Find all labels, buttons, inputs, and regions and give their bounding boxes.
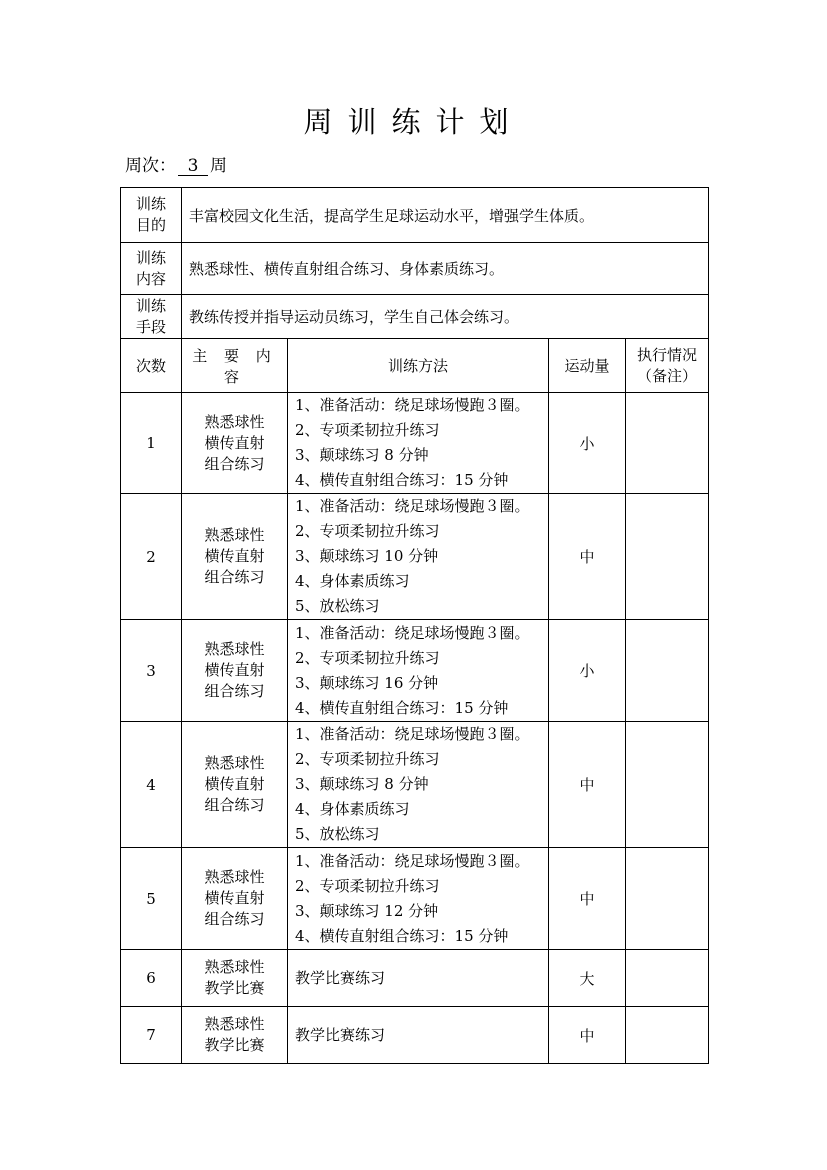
info-value-goal: 丰富校园文化生活，提高学生足球运动水平，增强学生体质。 — [182, 188, 709, 243]
session-content — [182, 494, 288, 620]
header-notes — [626, 339, 709, 393]
method-item: 3、颠球练习 8 分钟 — [295, 446, 429, 464]
session-content-line: 熟悉球性 — [204, 412, 265, 431]
session-notes — [626, 494, 709, 620]
goal-label-line2: 目的 — [135, 216, 166, 234]
session-methods — [288, 393, 549, 494]
session-index: 5 — [121, 848, 182, 950]
session-row — [121, 722, 709, 848]
method-item: 4、横传直射组合练习：15 分钟 — [295, 471, 509, 489]
method-item: 2、专项柔韧拉升练习 — [295, 876, 440, 895]
method-item: 教学比赛练习 — [295, 968, 386, 987]
header-load: 运动量 — [549, 339, 626, 393]
session-index: 6 — [121, 950, 182, 1007]
week-unit: 周 — [210, 156, 227, 176]
method-item: 1、准备活动：绕足球场慢跑３圈。 — [295, 623, 530, 642]
session-content-line: 教学比赛 — [204, 979, 265, 997]
session-notes — [626, 393, 709, 494]
method-item: 5、放松练习 — [295, 825, 380, 843]
method-item: 1、准备活动：绕足球场慢跑３圈。 — [295, 851, 530, 870]
session-content-line: 熟悉球性 — [204, 868, 265, 886]
training-plan-table — [120, 187, 709, 1064]
session-methods — [288, 494, 549, 620]
means-label-line2: 手段 — [135, 317, 166, 336]
session-notes — [626, 722, 709, 848]
session-content — [182, 620, 288, 722]
method-item: 4、横传直射组合练习：15 分钟 — [295, 926, 509, 945]
session-load: 小 — [549, 620, 626, 722]
info-row-content — [121, 243, 709, 295]
session-content — [182, 393, 288, 494]
method-item: 1、准备活动：绕足球场慢跑３圈。 — [295, 396, 530, 414]
session-methods — [288, 1007, 549, 1064]
session-index: 4 — [121, 722, 182, 848]
session-load: 小 — [549, 393, 626, 494]
info-label-content — [121, 243, 182, 295]
header-content: 主 要 内 容 — [182, 339, 288, 393]
session-content-line: 组合练习 — [204, 568, 265, 586]
info-label-goal — [121, 188, 182, 243]
session-content-line: 组合练习 — [204, 454, 265, 473]
session-content — [182, 950, 288, 1007]
session-content-line: 组合练习 — [204, 682, 265, 700]
session-notes — [626, 620, 709, 722]
header-index: 次数 — [121, 339, 182, 393]
method-item: 3、颠球练习 16 分钟 — [295, 673, 439, 692]
method-item: 5、放松练习 — [295, 597, 380, 615]
session-row — [121, 620, 709, 722]
info-value-content: 熟悉球性、横传直射组合练习、身体素质练习。 — [182, 243, 709, 295]
week-line — [125, 155, 227, 177]
session-content — [182, 722, 288, 848]
week-number: 3 — [178, 157, 208, 176]
session-content-line: 组合练习 — [204, 796, 265, 814]
header-method: 训练方法 — [288, 339, 549, 393]
method-item: 1、准备活动：绕足球场慢跑３圈。 — [295, 725, 530, 743]
session-row — [121, 950, 709, 1007]
session-content-line: 横传直射 — [204, 547, 265, 565]
session-load: 中 — [549, 722, 626, 848]
goal-label-line1: 训练 — [135, 195, 166, 213]
method-item: 3、颠球练习 12 分钟 — [295, 901, 439, 920]
session-notes — [626, 950, 709, 1007]
method-item: 1、准备活动：绕足球场慢跑３圈。 — [295, 497, 530, 515]
session-content-line: 横传直射 — [204, 661, 265, 679]
session-content-line: 组合练习 — [204, 910, 265, 928]
session-content-line: 横传直射 — [204, 889, 265, 907]
session-row — [121, 1007, 709, 1064]
session-notes — [626, 1007, 709, 1064]
method-item: 2、专项柔韧拉升练习 — [295, 750, 440, 768]
means-label-line1: 训练 — [135, 296, 166, 315]
method-item: 4、身体素质练习 — [295, 800, 410, 818]
session-load: 中 — [549, 848, 626, 950]
session-methods — [288, 620, 549, 722]
session-content — [182, 848, 288, 950]
method-item: 4、横传直射组合练习：15 分钟 — [295, 698, 509, 717]
session-methods — [288, 722, 549, 848]
method-item: 3、颠球练习 8 分钟 — [295, 775, 429, 793]
session-content — [182, 1007, 288, 1064]
session-content-line: 熟悉球性 — [204, 754, 265, 772]
info-value-means: 教练传授并指导运动员练习，学生自己体会练习。 — [182, 295, 709, 339]
session-index: 2 — [121, 494, 182, 620]
method-item: 2、专项柔韧拉升练习 — [295, 522, 440, 540]
session-content-line: 熟悉球性 — [204, 640, 265, 658]
header-row — [121, 339, 709, 393]
method-item: 教学比赛练习 — [295, 1025, 386, 1044]
session-methods — [288, 848, 549, 950]
method-item: 2、专项柔韧拉升练习 — [295, 648, 440, 667]
session-row — [121, 494, 709, 620]
info-row-goal — [121, 188, 709, 243]
session-content-line: 教学比赛 — [204, 1036, 265, 1054]
sessions-body — [121, 393, 709, 1064]
week-label: 周次： — [125, 156, 176, 176]
method-item: 2、专项柔韧拉升练习 — [295, 421, 440, 439]
session-content-line: 横传直射 — [204, 775, 265, 793]
session-index: 3 — [121, 620, 182, 722]
method-item: 3、颠球练习 10 分钟 — [295, 547, 439, 565]
session-methods — [288, 950, 549, 1007]
session-content-line: 熟悉球性 — [204, 958, 265, 976]
session-index: 7 — [121, 1007, 182, 1064]
session-load: 中 — [549, 494, 626, 620]
session-index: 1 — [121, 393, 182, 494]
session-content-line: 横传直射 — [204, 433, 265, 452]
page-title: 周训练计划 — [303, 105, 524, 139]
session-notes — [626, 848, 709, 950]
header-notes-line1: 执行情况 — [637, 345, 698, 364]
content-label-line2: 内容 — [135, 269, 166, 288]
session-content-line: 熟悉球性 — [204, 1015, 265, 1033]
session-row — [121, 848, 709, 950]
header-notes-line2: （备注） — [637, 366, 698, 385]
session-load: 大 — [549, 950, 626, 1007]
info-row-means — [121, 295, 709, 339]
session-row — [121, 393, 709, 494]
method-item: 4、身体素质练习 — [295, 572, 410, 590]
content-label-line1: 训练 — [135, 248, 166, 267]
session-content-line: 熟悉球性 — [204, 526, 265, 544]
info-label-means — [121, 295, 182, 339]
session-load: 中 — [549, 1007, 626, 1064]
